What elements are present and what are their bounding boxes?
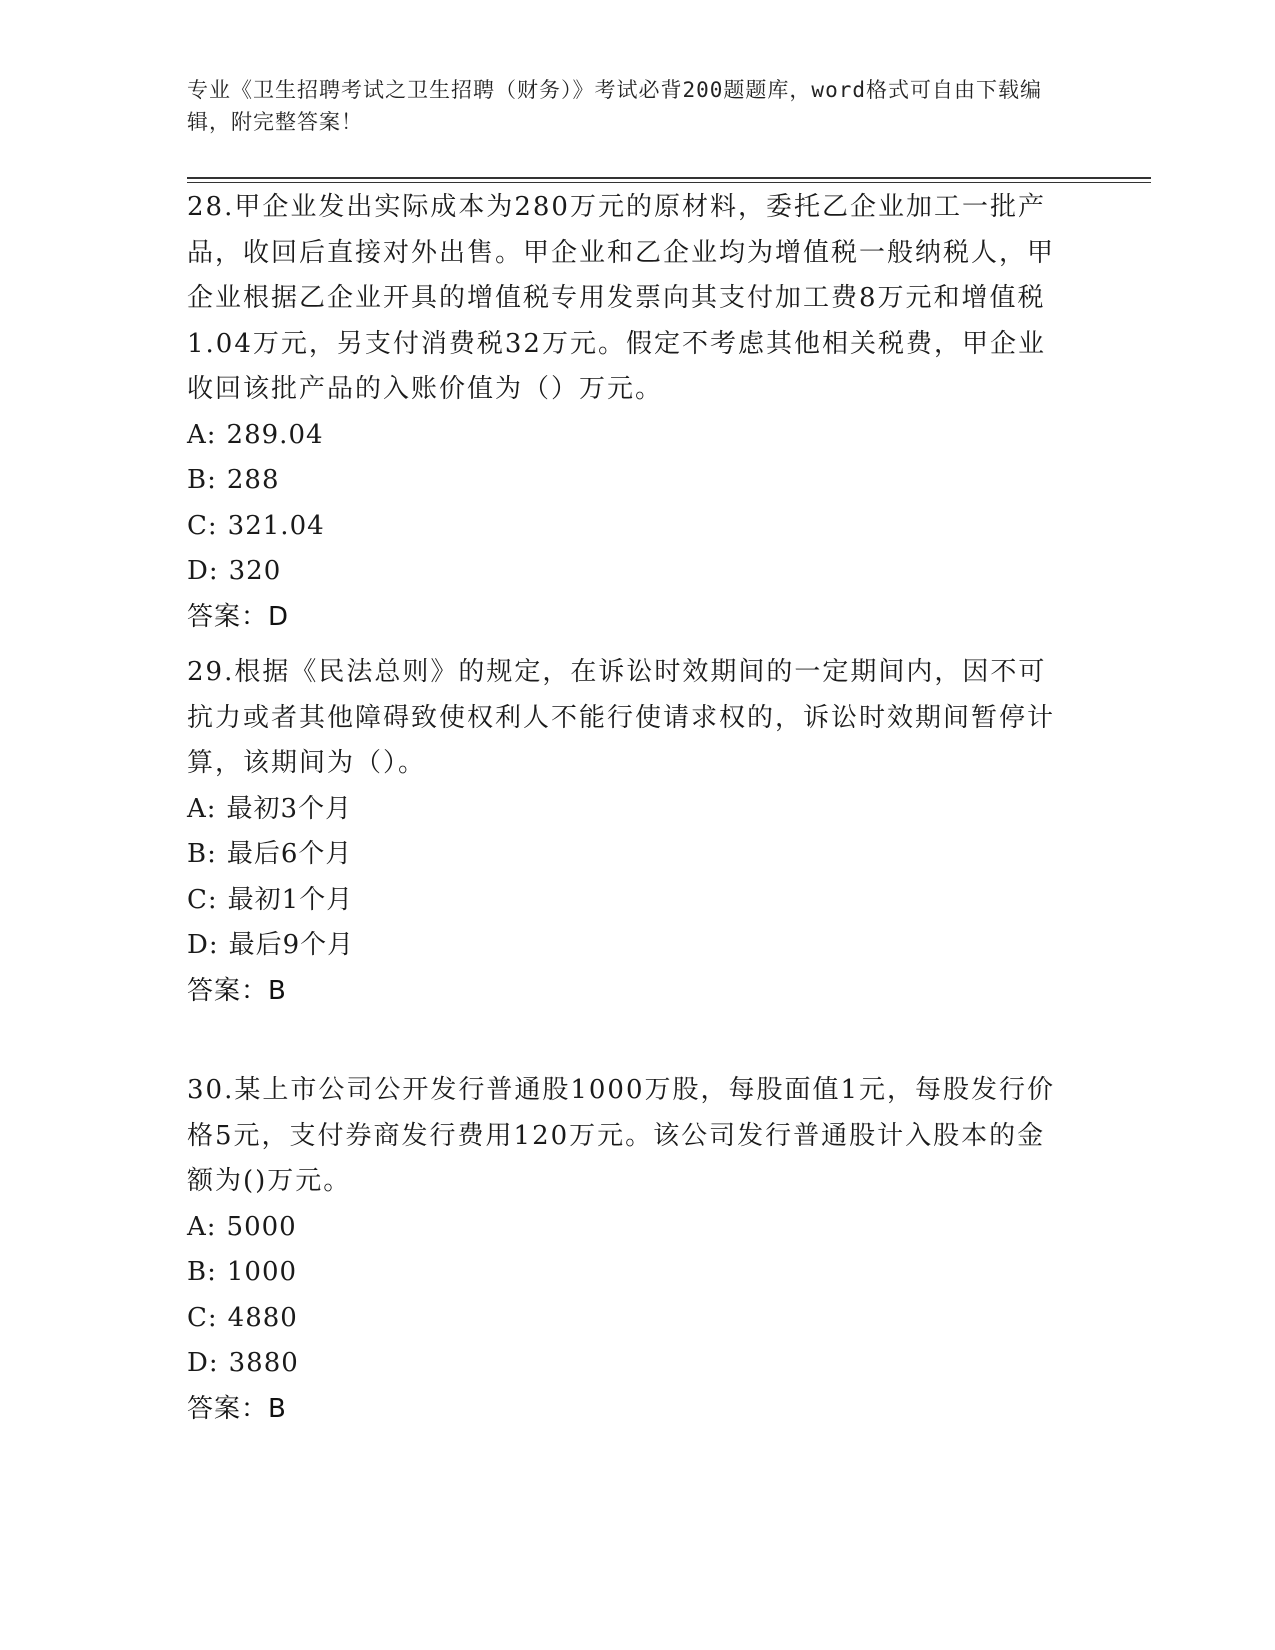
- option-text: 最后6个月: [226, 839, 353, 869]
- option-separator: :: [207, 1302, 218, 1333]
- question-stem: 30.某上市公司公开发行普通股1000万股，每股面值1元，每股发行价格5元，支付券商发行费用120万元。该公司发行普通股计入股本的金额为()万元。: [187, 1075, 1056, 1196]
- answer-value: B: [268, 975, 287, 1006]
- option-text: 289.04: [226, 419, 324, 450]
- option-separator: :: [207, 465, 217, 495]
- option-text: 最初3个月: [226, 793, 353, 824]
- option-key: A: [187, 419, 207, 450]
- option-c: [187, 1296, 1067, 1342]
- option-separator: :: [207, 1257, 217, 1287]
- option-a: [187, 787, 1067, 833]
- option-d: [187, 549, 1067, 595]
- option-separator: :: [207, 884, 218, 915]
- option-text: 288: [226, 465, 280, 495]
- option-separator: :: [206, 793, 217, 824]
- option-text: 4880: [227, 1302, 298, 1333]
- answer-label: 答案：: [187, 975, 269, 1006]
- question-stem: 29.根据《民法总则》的规定，在诉讼时效期间的一定期间内，因不可抗力或者其他障碍致使权利人不能行使请求权的，诉讼时效期间暂停计算，该期间为（）。: [187, 657, 1056, 778]
- answer-value: D: [268, 601, 290, 632]
- header-divider-thick: [187, 177, 1151, 179]
- option-b: [187, 458, 1067, 504]
- option-key: C: [187, 884, 208, 915]
- option-text: 1000: [226, 1257, 298, 1287]
- option-separator: :: [206, 1211, 217, 1242]
- option-key: B: [187, 1257, 208, 1287]
- option-separator: :: [208, 556, 219, 586]
- answer-value: B: [268, 1393, 287, 1424]
- answer-label: 答案：: [187, 601, 269, 632]
- option-separator: :: [206, 419, 217, 450]
- option-text: 3880: [228, 1348, 299, 1378]
- option-text: 320: [228, 556, 282, 586]
- option-text: 最初1个月: [227, 884, 354, 915]
- question-28: [187, 185, 1067, 640]
- answer-line: [187, 1387, 1067, 1433]
- option-a: [187, 1205, 1067, 1251]
- option-key: D: [187, 930, 209, 960]
- option-b: [187, 1250, 1067, 1296]
- option-separator: :: [207, 510, 218, 541]
- option-c: [187, 878, 1067, 924]
- option-d: [187, 1341, 1067, 1387]
- option-key: C: [187, 1302, 208, 1333]
- question-29: [187, 650, 1067, 1014]
- header-text: 专业《卫生招聘考试之卫生招聘（财务）》考试必背200题题库，word格式可自由下载编辑，附完整答案！: [187, 78, 1042, 134]
- option-text: 最后9个月: [228, 930, 355, 960]
- option-text: 321.04: [227, 510, 325, 541]
- option-separator: :: [208, 930, 219, 960]
- option-key: A: [187, 1211, 207, 1242]
- answer-line: [187, 969, 1067, 1015]
- option-key: C: [187, 510, 208, 541]
- option-separator: :: [207, 839, 217, 869]
- option-key: B: [187, 465, 208, 495]
- option-key: A: [187, 793, 207, 824]
- document-header: [187, 74, 1067, 138]
- option-separator: :: [208, 1348, 219, 1378]
- option-key: D: [187, 1348, 209, 1378]
- option-c: [187, 504, 1067, 550]
- answer-label: 答案：: [187, 1393, 269, 1424]
- option-text: 5000: [226, 1211, 297, 1242]
- option-b: [187, 832, 1067, 878]
- option-key: D: [187, 556, 209, 586]
- question-stem: 28.甲企业发出实际成本为280万元的原材料，委托乙企业加工一批产品，收回后直接对外出售。甲企业和乙企业均为增值税一般纳税人，甲企业根据乙企业开具的增值税专用发票向其支付加工费8万元和增值税1.04万元，另支付消费税32万元。假定不考虑其他相关税费，甲企业收回该批产品的入账价值为（）万元。: [187, 192, 1056, 404]
- header-divider-thin: [187, 182, 1151, 183]
- option-d: [187, 923, 1067, 969]
- option-a: [187, 413, 1067, 459]
- option-key: B: [187, 839, 208, 869]
- answer-line: [187, 595, 1067, 641]
- question-30: [187, 1068, 1067, 1432]
